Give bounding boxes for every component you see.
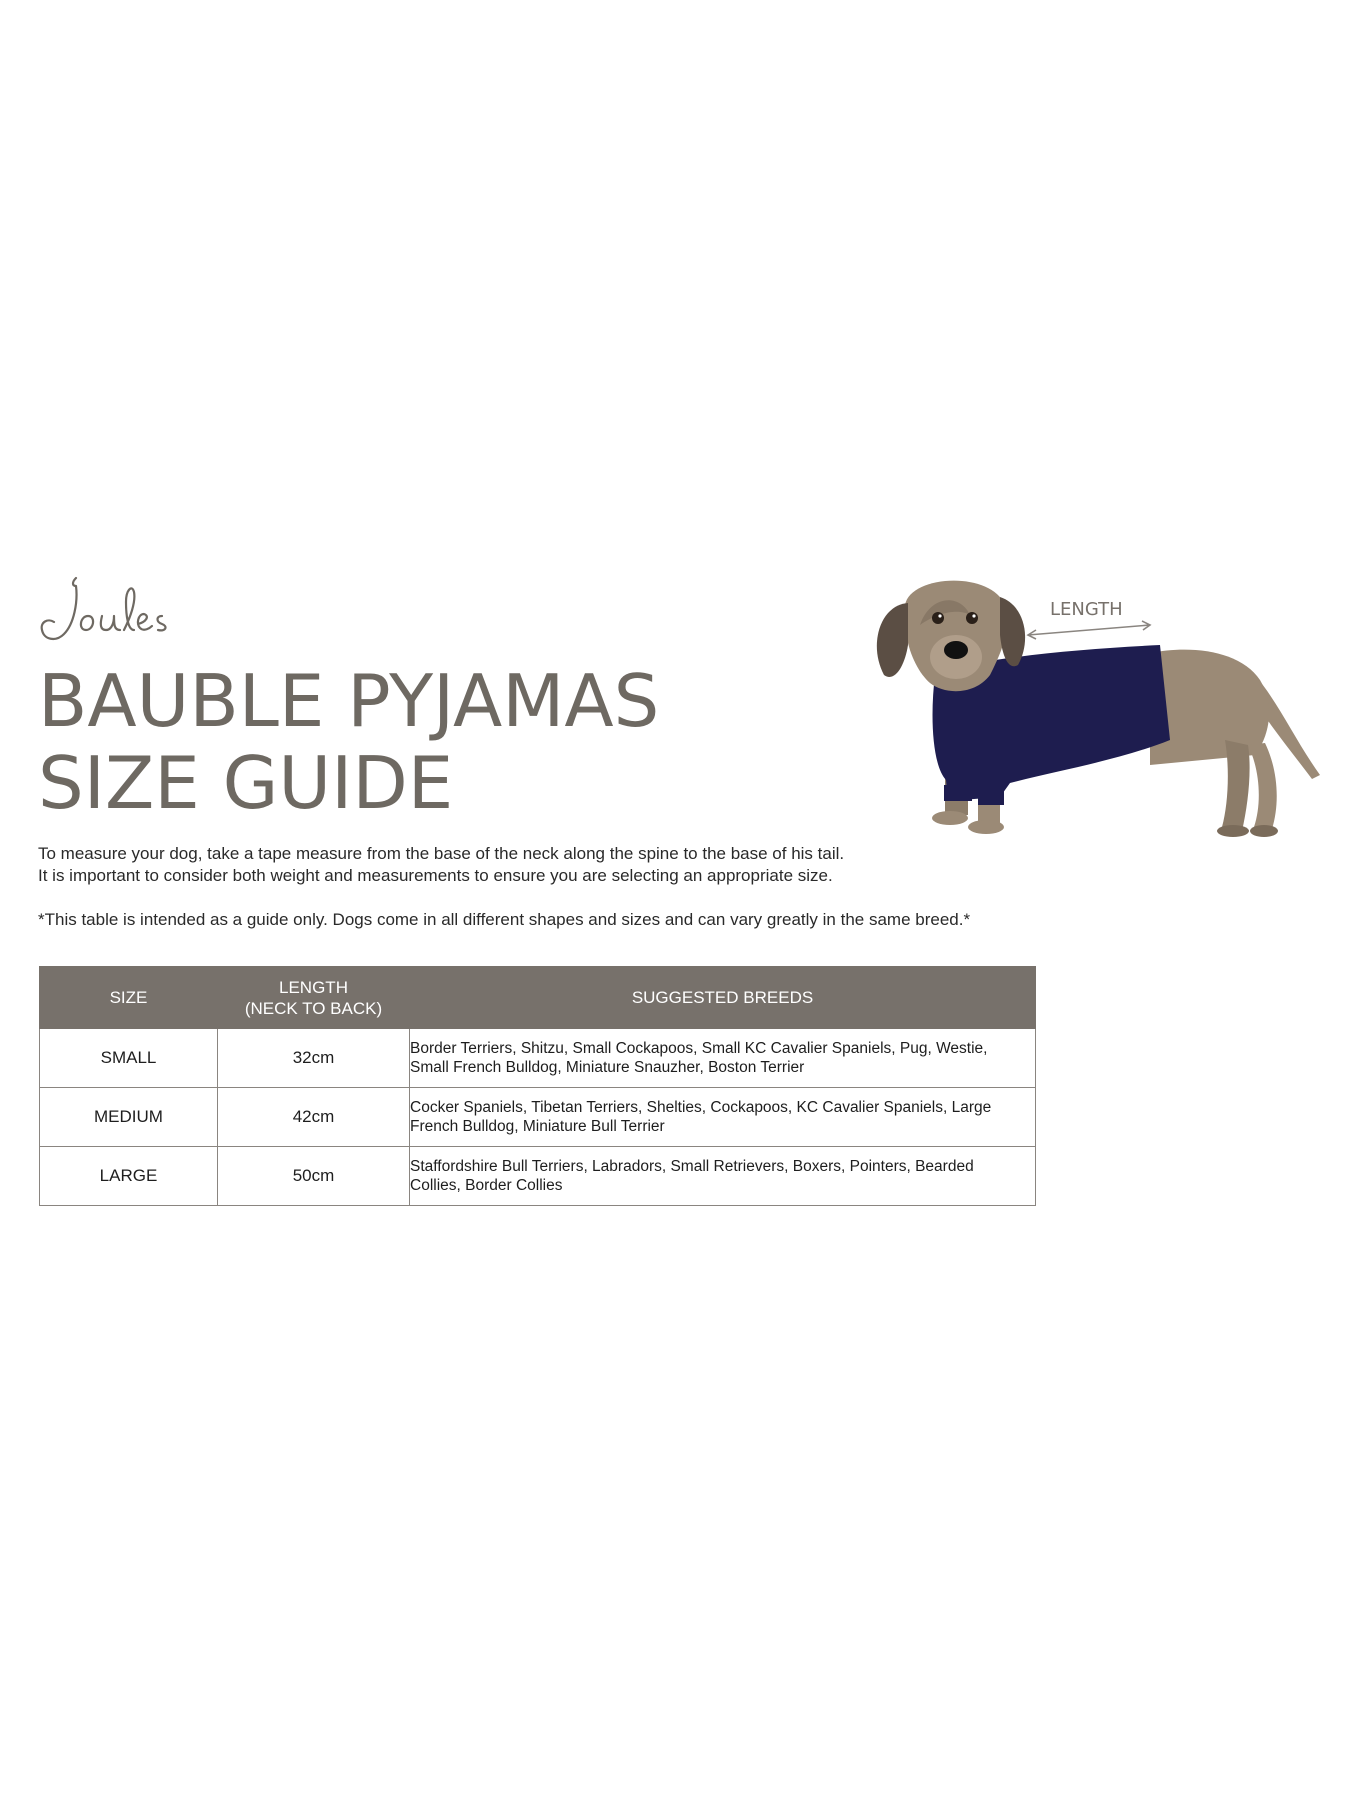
length-label: LENGTH: [1050, 599, 1123, 620]
breeds-line-1: Cocker Spaniels, Tibetan Terriers, Shelties, Cockapoos, KC Cavalier Spaniels, Large: [410, 1098, 992, 1116]
row-size: SMALL: [40, 1029, 218, 1088]
table-row: [40, 1147, 1036, 1206]
header-length-line-1: LENGTH: [279, 977, 348, 997]
page-title: [38, 660, 659, 824]
breeds-line-1: Border Terriers, Shitzu, Small Cockapoos, Small KC Cavalier Spaniels, Pug, Westie,: [410, 1039, 988, 1057]
row-breeds: [410, 1088, 1036, 1147]
row-size: MEDIUM: [40, 1088, 218, 1147]
measuring-instructions: [38, 843, 1038, 887]
guide-note: *This table is intended as a guide only. Dogs come in all different shapes and sizes and can vary greatly in the same breed.*: [38, 910, 971, 929]
title-line-2: SIZE GUIDE: [38, 741, 454, 825]
header-length-line-2: (NECK TO BACK): [244, 998, 383, 1018]
size-guide-table: [39, 966, 1036, 1206]
joules-logo: [38, 572, 193, 650]
header-length: [218, 967, 410, 1029]
instruction-line-1: To measure your dog, take a tape measure from the base of the neck along the spine to the base of his tail.: [38, 844, 845, 863]
table-row: [40, 1029, 1036, 1088]
dachshund-illustration: [850, 565, 1330, 855]
row-length: 32cm: [218, 1029, 410, 1088]
row-breeds: [410, 1147, 1036, 1206]
row-length: 50cm: [218, 1147, 410, 1206]
breeds-line-1: Staffordshire Bull Terriers, Labradors, Small Retrievers, Boxers, Pointers, Bearded: [410, 1157, 974, 1175]
breeds-line-2: Small French Bulldog, Miniature Snauzher, Boston Terrier: [410, 1059, 805, 1076]
instruction-line-2: It is important to consider both weight and measurements to ensure you are selecting an appropriate size.: [38, 866, 833, 885]
title-line-1: BAUBLE PYJAMAS: [38, 659, 660, 743]
header-breeds: SUGGESTED BREEDS: [410, 967, 1036, 1029]
row-length: 42cm: [218, 1088, 410, 1147]
table-header-row: [40, 967, 1036, 1029]
breeds-line-2: Collies, Border Collies: [410, 1177, 563, 1194]
table-row: [40, 1088, 1036, 1147]
row-breeds: [410, 1029, 1036, 1088]
row-size: LARGE: [40, 1147, 218, 1206]
header-size: SIZE: [40, 967, 218, 1029]
breeds-line-2: French Bulldog, Miniature Bull Terrier: [410, 1118, 665, 1135]
